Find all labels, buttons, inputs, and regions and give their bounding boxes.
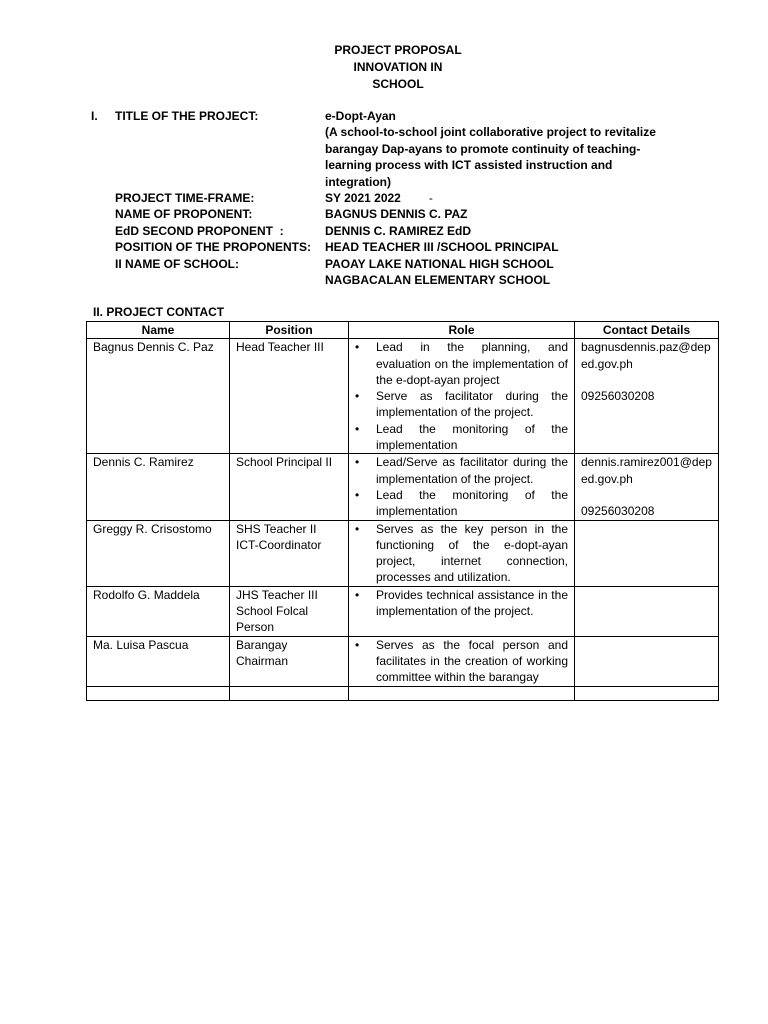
section-number: I. xyxy=(91,109,98,123)
table-header-row xyxy=(87,322,719,339)
contact-details xyxy=(575,586,719,636)
project-info xyxy=(91,108,665,288)
contact-email: bagnusdennis.paz@deped.gov.ph xyxy=(581,340,711,371)
contact-details xyxy=(575,454,719,520)
table-row xyxy=(87,454,719,520)
contact-role xyxy=(349,636,575,686)
role-item: • Serves as the focal person and facilitates in the creation of working committee within the barangay xyxy=(376,637,568,686)
role-item: • Lead/Serve as facilitator during the implementation of the project. xyxy=(376,454,568,487)
school-row-2 xyxy=(91,272,665,288)
column-header-contact: Contact Details xyxy=(575,322,719,339)
column-header-name: Name xyxy=(87,322,230,339)
contact-details xyxy=(575,520,719,586)
contact-role xyxy=(349,520,575,586)
contact-role xyxy=(349,454,575,520)
contact-position: JHS Teacher III School Folcal Person xyxy=(230,586,349,636)
timeframe-label: PROJECT TIME-FRAME: xyxy=(115,191,255,206)
second-proponent-label: EdD SECOND PROPONENT : xyxy=(115,223,284,238)
project-contact-table xyxy=(86,321,719,701)
contact-name: Greggy R. Crisostomo xyxy=(87,520,230,586)
table-row-empty xyxy=(87,686,719,700)
contact-phone: 09256030208 xyxy=(581,388,655,403)
contact-position: Barangay Chairman xyxy=(230,636,349,686)
table-row xyxy=(87,636,719,686)
contact-details xyxy=(575,339,719,454)
header-line-1: PROJECT PROPOSAL xyxy=(334,43,462,57)
position-row xyxy=(91,239,665,255)
timeframe-value: SY 2021 2022 xyxy=(325,191,401,206)
role-item: • Lead the monitoring of the implementation xyxy=(376,487,568,520)
timeframe-mark: - xyxy=(428,191,433,206)
contact-name: Dennis C. Ramirez xyxy=(87,454,230,520)
project-contact-heading: II. PROJECT CONTACT xyxy=(93,305,225,319)
title-label: TITLE OF THE PROJECT: xyxy=(115,109,259,123)
school-value-1: PAOAY LAKE NATIONAL HIGH SCHOOL xyxy=(325,256,554,271)
second-proponent-row xyxy=(91,223,665,239)
position-label: POSITION OF THE PROPONENTS: xyxy=(115,240,312,255)
role-item: • Lead in the planning, and evaluation on the implementation of the e-dopt-ayan project xyxy=(376,339,568,388)
contact-name: Rodolfo G. Maddela xyxy=(87,586,230,636)
contact-role xyxy=(349,339,575,454)
role-item: • Lead the monitoring of the implementation xyxy=(376,421,568,454)
header-line-3: SCHOOL xyxy=(372,77,424,91)
contact-email: dennis.ramirez001@deped.gov.ph xyxy=(581,455,712,486)
role-item: • Serves as the key person in the functioning of the e-dopt-ayan project, internet connection, processes and utilization. xyxy=(376,521,568,586)
contact-name: Bagnus Dennis C. Paz xyxy=(87,339,230,454)
proponent-row xyxy=(91,206,665,222)
table-row xyxy=(87,586,719,636)
role-item: • Provides technical assistance in the implementation of the project. xyxy=(376,587,568,620)
school-row xyxy=(91,256,665,272)
document-header xyxy=(0,42,768,93)
school-label: II NAME OF SCHOOL: xyxy=(115,256,239,271)
second-proponent-value: DENNIS C. RAMIREZ EdD xyxy=(325,223,472,238)
proponent-value: BAGNUS DENNIS C. PAZ xyxy=(325,207,468,222)
contact-details xyxy=(575,636,719,686)
column-header-position: Position xyxy=(230,322,349,339)
table-row xyxy=(87,339,719,454)
position-value: HEAD TEACHER III /SCHOOL PRINCIPAL xyxy=(325,240,559,255)
contact-position: SHS Teacher II ICT-Coordinator xyxy=(230,520,349,586)
title-desc-row xyxy=(91,124,665,190)
contact-role xyxy=(349,586,575,636)
title-value: e-Dopt-Ayan xyxy=(325,109,396,123)
timeframe-row xyxy=(91,190,665,206)
contact-position: School Principal II xyxy=(230,454,349,520)
contact-phone: 09256030208 xyxy=(581,503,655,518)
contact-position: Head Teacher III xyxy=(230,339,349,454)
contact-name: Ma. Luisa Pascua xyxy=(87,636,230,686)
title-row xyxy=(91,108,665,124)
table-row xyxy=(87,520,719,586)
proponent-label: NAME OF PROPONENT: xyxy=(115,207,253,222)
school-value-2: NAGBACALAN ELEMENTARY SCHOOL xyxy=(325,273,551,288)
header-line-2: INNOVATION IN xyxy=(353,60,443,74)
column-header-role: Role xyxy=(349,322,575,339)
role-item: • Serve as facilitator during the implementation of the project. xyxy=(376,388,568,421)
title-description: (A school-to-school joint collaborative project to revitalize barangay Dap-ayans to promote continuity of teaching- learning process with ICT assisted instruction and integration) xyxy=(325,125,656,189)
